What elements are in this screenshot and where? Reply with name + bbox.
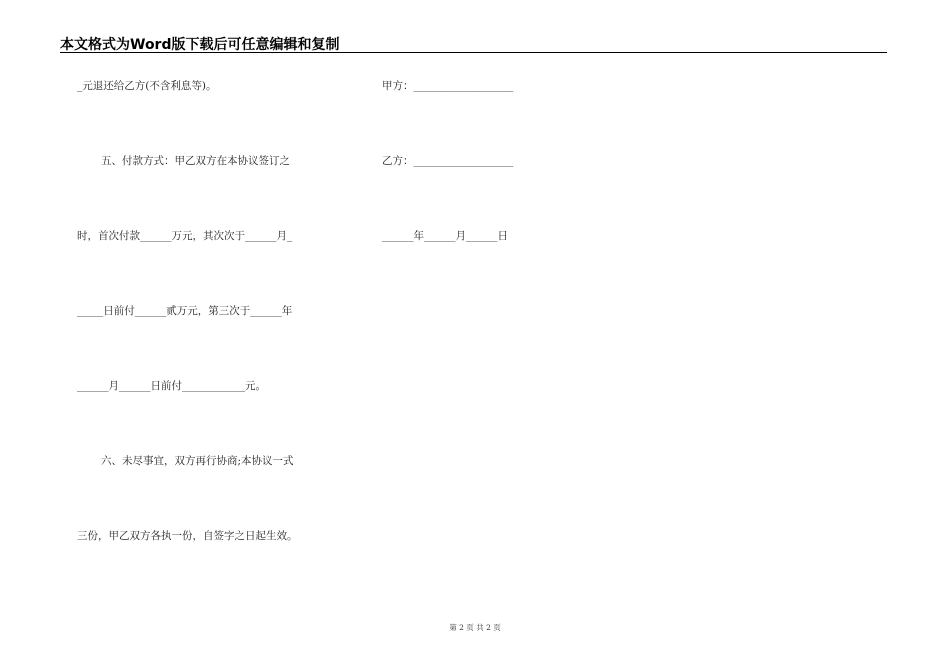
body-line-6: 六、未尽事宜，双方再行协商;本协议一式: [101, 455, 294, 467]
body-line-2: 五、付款方式：甲乙双方在本协议签订之: [101, 155, 290, 167]
signature-date: ______年______月______日: [382, 230, 508, 242]
header-divider: [60, 52, 887, 53]
body-line-4: _____日前付______贰万元，第三次于______年: [77, 305, 293, 317]
signature-party-b: 乙方：___________________: [382, 155, 514, 167]
header-title: 本文格式为Word版下载后可任意编辑和复制: [60, 37, 340, 53]
page-number: 第 2 页 共 2 页: [449, 623, 501, 632]
body-line-7: 三份，甲乙双方各执一份，自签字之日起生效。: [77, 530, 298, 542]
body-line-1: _元退还给乙方(不含利息等)。: [77, 80, 217, 92]
signature-party-a: 甲方：___________________: [382, 80, 514, 92]
body-line-3: 时，首次付款______万元，其次次于______月_: [77, 230, 293, 242]
body-line-5: ______月______日前付____________元。: [77, 380, 266, 392]
